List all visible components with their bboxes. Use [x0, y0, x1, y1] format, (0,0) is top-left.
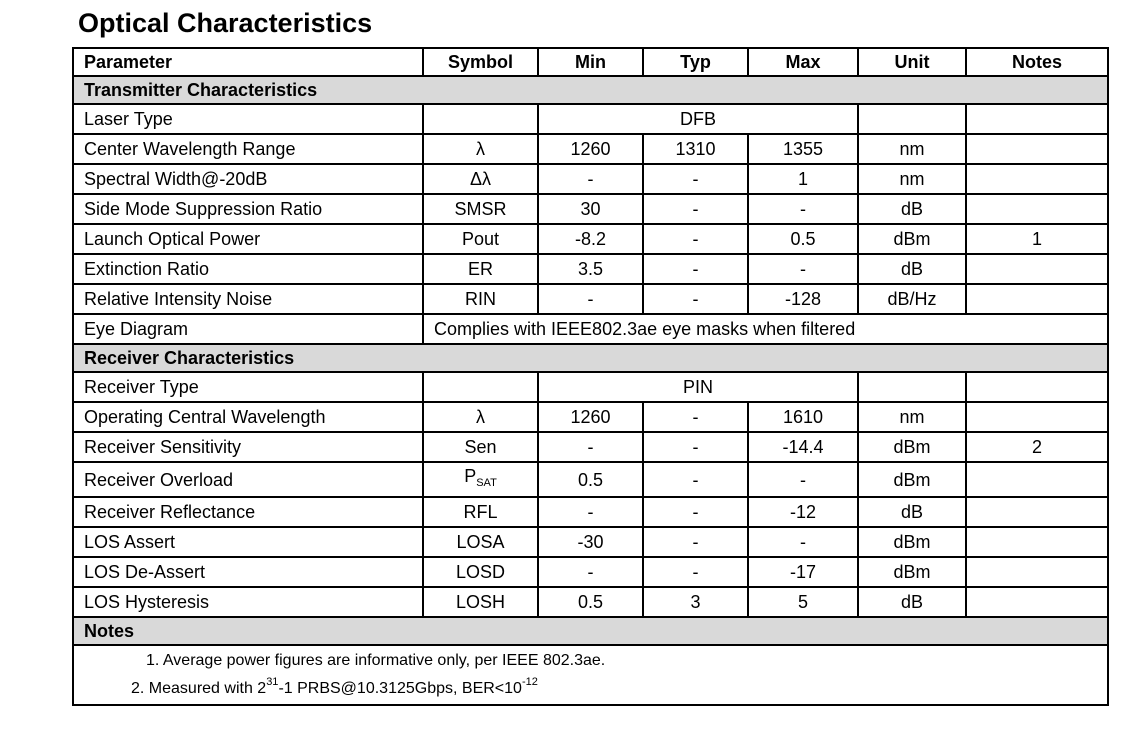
- header-unit: Unit: [858, 48, 966, 76]
- max-cell: -: [748, 194, 858, 224]
- unit-cell: dB/Hz: [858, 284, 966, 314]
- param-cell: Operating Central Wavelength: [73, 402, 423, 432]
- unit-cell: [858, 372, 966, 402]
- param-cell: Receiver Type: [73, 372, 423, 402]
- notes-cell: [966, 587, 1108, 617]
- max-cell: -: [748, 527, 858, 557]
- header-symbol: Symbol: [423, 48, 538, 76]
- unit-cell: [858, 104, 966, 134]
- transmitter-section-title: Transmitter Characteristics: [73, 76, 1108, 104]
- notes-cell: [966, 194, 1108, 224]
- note-2: [74, 675, 1107, 703]
- max-cell: -128: [748, 284, 858, 314]
- symbol-cell: [423, 104, 538, 134]
- typ-cell: -: [643, 194, 748, 224]
- typ-cell: -: [643, 164, 748, 194]
- table-row: [73, 254, 1108, 284]
- min-cell: 0.5: [538, 462, 643, 497]
- transmitter-section-row: [73, 76, 1108, 104]
- header-parameter: Parameter: [73, 48, 423, 76]
- typ-cell: -: [643, 284, 748, 314]
- min-cell: 3.5: [538, 254, 643, 284]
- unit-cell: nm: [858, 164, 966, 194]
- notes-cell: [966, 527, 1108, 557]
- max-cell: 0.5: [748, 224, 858, 254]
- table-row: [73, 432, 1108, 462]
- min-cell: -: [538, 432, 643, 462]
- notes-row: [73, 645, 1108, 705]
- typ-cell: -: [643, 432, 748, 462]
- param-cell: Spectral Width@-20dB: [73, 164, 423, 194]
- notes-content: [73, 645, 1108, 705]
- note-1: 1. Average power figures are informative only, per IEEE 802.3ae.: [146, 652, 606, 669]
- max-cell: -: [748, 462, 858, 497]
- max-cell: 5: [748, 587, 858, 617]
- note-2-middle: -1 PRBS@10.3125Gbps, BER<10: [278, 680, 522, 697]
- typ-cell: -: [643, 527, 748, 557]
- typ-cell: -: [643, 462, 748, 497]
- table-row: [73, 462, 1108, 497]
- min-cell: 30: [538, 194, 643, 224]
- table-row: [73, 284, 1108, 314]
- notes-cell: [966, 557, 1108, 587]
- param-cell: Center Wavelength Range: [73, 134, 423, 164]
- unit-cell: dBm: [858, 462, 966, 497]
- optical-characteristics-table: [72, 47, 1109, 706]
- param-cell: Extinction Ratio: [73, 254, 423, 284]
- notes-cell: [966, 402, 1108, 432]
- symbol-cell: [423, 372, 538, 402]
- symbol-cell: Pout: [423, 224, 538, 254]
- table-header-row: [73, 48, 1108, 76]
- note-2-sup-ber: -12: [521, 676, 538, 688]
- symbol-base: P: [464, 466, 477, 486]
- unit-cell: dB: [858, 497, 966, 527]
- min-cell: -8.2: [538, 224, 643, 254]
- param-cell: LOS De-Assert: [73, 557, 423, 587]
- notes-section-title: Notes: [73, 617, 1108, 645]
- min-cell: -30: [538, 527, 643, 557]
- symbol-subscript: SAT: [476, 477, 497, 489]
- unit-cell: dBm: [858, 557, 966, 587]
- table-row: [73, 497, 1108, 527]
- notes-cell: [966, 254, 1108, 284]
- unit-cell: nm: [858, 402, 966, 432]
- min-cell: -: [538, 557, 643, 587]
- min-cell: -: [538, 497, 643, 527]
- page-title: Optical Characteristics: [78, 8, 373, 38]
- notes-cell: [966, 462, 1108, 497]
- symbol-cell: RIN: [423, 284, 538, 314]
- param-cell: Receiver Overload: [73, 462, 423, 497]
- unit-cell: dBm: [858, 224, 966, 254]
- param-cell: Receiver Reflectance: [73, 497, 423, 527]
- laser-type-value: DFB: [538, 104, 858, 134]
- min-cell: -: [538, 284, 643, 314]
- param-cell: Launch Optical Power: [73, 224, 423, 254]
- max-cell: -14.4: [748, 432, 858, 462]
- table-row: [73, 557, 1108, 587]
- unit-cell: dB: [858, 254, 966, 284]
- notes-cell: 2: [966, 432, 1108, 462]
- table-row: [73, 164, 1108, 194]
- table-row: [73, 134, 1108, 164]
- min-cell: 1260: [538, 402, 643, 432]
- symbol-cell: LOSD: [423, 557, 538, 587]
- table-row: [73, 402, 1108, 432]
- param-cell: Eye Diagram: [73, 314, 423, 344]
- notes-cell: [966, 104, 1108, 134]
- symbol-cell: [423, 462, 538, 497]
- notes-cell: [966, 134, 1108, 164]
- param-cell: LOS Hysteresis: [73, 587, 423, 617]
- table-row: [73, 194, 1108, 224]
- symbol-cell: Δλ: [423, 164, 538, 194]
- symbol-cell: SMSR: [423, 194, 538, 224]
- notes-section-row: [73, 617, 1108, 645]
- param-cell: Laser Type: [73, 104, 423, 134]
- notes-cell: [966, 372, 1108, 402]
- notes-cell: 1: [966, 224, 1108, 254]
- param-cell: LOS Assert: [73, 527, 423, 557]
- header-notes: Notes: [966, 48, 1108, 76]
- header-min: Min: [538, 48, 643, 76]
- symbol-cell: λ: [423, 402, 538, 432]
- receiver-section-row: [73, 344, 1108, 372]
- unit-cell: dB: [858, 587, 966, 617]
- unit-cell: dB: [858, 194, 966, 224]
- min-cell: 0.5: [538, 587, 643, 617]
- notes-cell: [966, 497, 1108, 527]
- symbol-cell: RFL: [423, 497, 538, 527]
- symbol-cell: λ: [423, 134, 538, 164]
- max-cell: 1355: [748, 134, 858, 164]
- symbol-cell: Sen: [423, 432, 538, 462]
- param-cell: Side Mode Suppression Ratio: [73, 194, 423, 224]
- typ-cell: -: [643, 224, 748, 254]
- table-row: [73, 314, 1108, 344]
- typ-cell: -: [643, 402, 748, 432]
- header-max: Max: [748, 48, 858, 76]
- symbol-cell: ER: [423, 254, 538, 284]
- typ-cell: -: [643, 497, 748, 527]
- unit-cell: dBm: [858, 432, 966, 462]
- receiver-type-value: PIN: [538, 372, 858, 402]
- typ-cell: -: [643, 557, 748, 587]
- table-row: [73, 224, 1108, 254]
- symbol-cell: LOSH: [423, 587, 538, 617]
- max-cell: 1: [748, 164, 858, 194]
- max-cell: 1610: [748, 402, 858, 432]
- typ-cell: 3: [643, 587, 748, 617]
- param-cell: Relative Intensity Noise: [73, 284, 423, 314]
- note-2-prefix: 2. Measured with 2: [131, 680, 267, 697]
- unit-cell: nm: [858, 134, 966, 164]
- table-row: [73, 372, 1108, 402]
- symbol-cell: LOSA: [423, 527, 538, 557]
- table-row: [73, 104, 1108, 134]
- note-2-sup-exponent: 31: [266, 676, 279, 688]
- notes-cell: [966, 284, 1108, 314]
- max-cell: -12: [748, 497, 858, 527]
- max-cell: -: [748, 254, 858, 284]
- notes-cell: [966, 164, 1108, 194]
- max-cell: -17: [748, 557, 858, 587]
- param-cell: Receiver Sensitivity: [73, 432, 423, 462]
- header-typ: Typ: [643, 48, 748, 76]
- table-row: [73, 587, 1108, 617]
- table-row: [73, 527, 1108, 557]
- typ-cell: -: [643, 254, 748, 284]
- receiver-section-title: Receiver Characteristics: [73, 344, 1108, 372]
- unit-cell: dBm: [858, 527, 966, 557]
- min-cell: 1260: [538, 134, 643, 164]
- typ-cell: 1310: [643, 134, 748, 164]
- min-cell: -: [538, 164, 643, 194]
- eye-diagram-value: Complies with IEEE802.3ae eye masks when filtered: [423, 314, 1108, 344]
